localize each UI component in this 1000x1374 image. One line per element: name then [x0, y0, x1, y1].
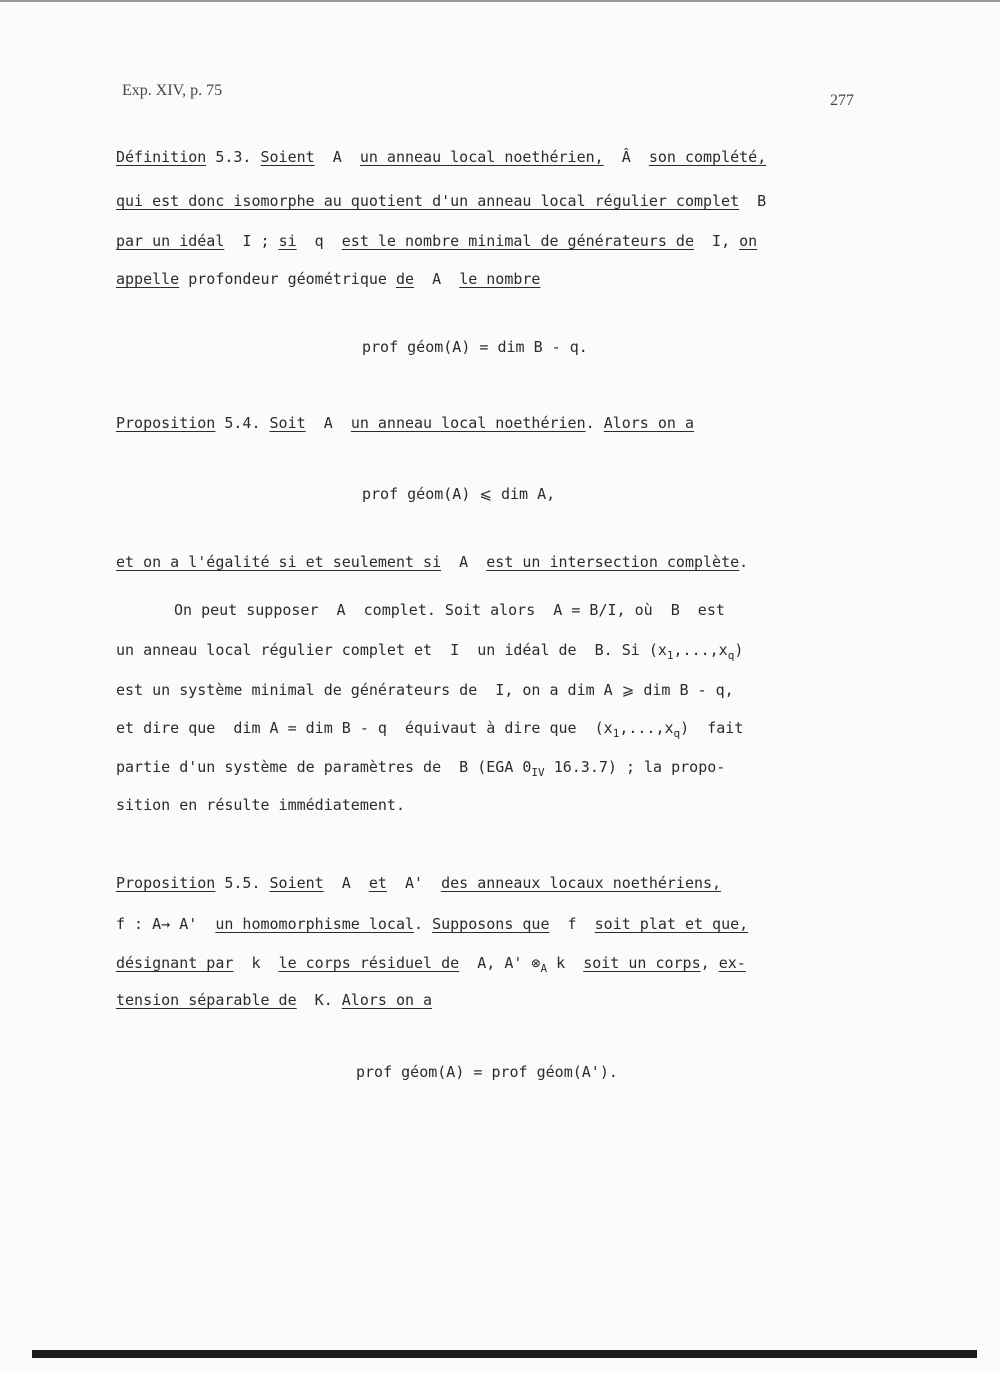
definition-formula: prof géom(A) = dim B - q. [362, 338, 588, 356]
prop54-line-2: et on a l'égalité si et seulement si A est un intersection complète. [116, 553, 749, 571]
proof-line-1: On peut supposer A complet. Soit alors A = B/I, où B est [174, 601, 725, 619]
prop55-line-3: désignant par k le corps résiduel de A, A' $\otimes_A$ k soit un corps, ex- [116, 954, 746, 975]
prop54-line-1: Proposition 5.4. Soit A un anneau local noethérien. Alors on a [116, 414, 694, 432]
prop55-label: Proposition [116, 874, 216, 892]
proof-line-2: un anneau local régulier complet et I un idéal de B. Si $(x_1,...,x_q)$ [116, 641, 744, 662]
bottom-edge-bar [32, 1350, 977, 1358]
definition-line-2: qui est donc isomorphe au quotient d'un anneau local régulier complet B [116, 192, 767, 210]
prop55-line-1: Proposition 5.5. Soient A et A' des anneaux locaux noethériens, [116, 874, 722, 892]
definition-line-3: par un idéal I ; si q est le nombre minimal de générateurs de I, on [116, 232, 758, 250]
definition-line-1: Définition 5.3. Soient A un anneau local noethérien, Â son complété, [116, 148, 767, 166]
proof-line-5: partie d'un système de paramètres de B (EGA $0_{IV}$ 16.3.7) ; la propo- [116, 758, 726, 779]
proof-line-6: sition en résulte immédiatement. [116, 796, 405, 814]
prop54-label: Proposition [116, 414, 216, 432]
prop55-line-2: f : A→ A' un homomorphisme local. Supposons que f soit plat et que, [116, 915, 749, 933]
top-edge-line [0, 0, 1000, 2]
proof-line-4: et dire que dim A = dim B - q équivaut à dire que $(x_1,...,x_q)$ fait [116, 719, 744, 740]
definition-label: Définition [116, 148, 207, 166]
prop55-line-4: tension séparable de K. Alors on a [116, 991, 433, 1009]
prop54-formula: prof géom(A) ⩽ dim A, [362, 485, 556, 503]
proof-line-3: est un système minimal de générateurs de I, on a dim A ⩾ dim B - q, [116, 681, 734, 699]
running-header: Exp. XIV, p. 75 [122, 82, 223, 99]
definition-line-4: appelle profondeur géométrique de A le nombre [116, 270, 541, 288]
page-number: 277 [830, 92, 854, 109]
prop55-formula: prof géom(A) = prof géom(A'). [356, 1063, 618, 1081]
